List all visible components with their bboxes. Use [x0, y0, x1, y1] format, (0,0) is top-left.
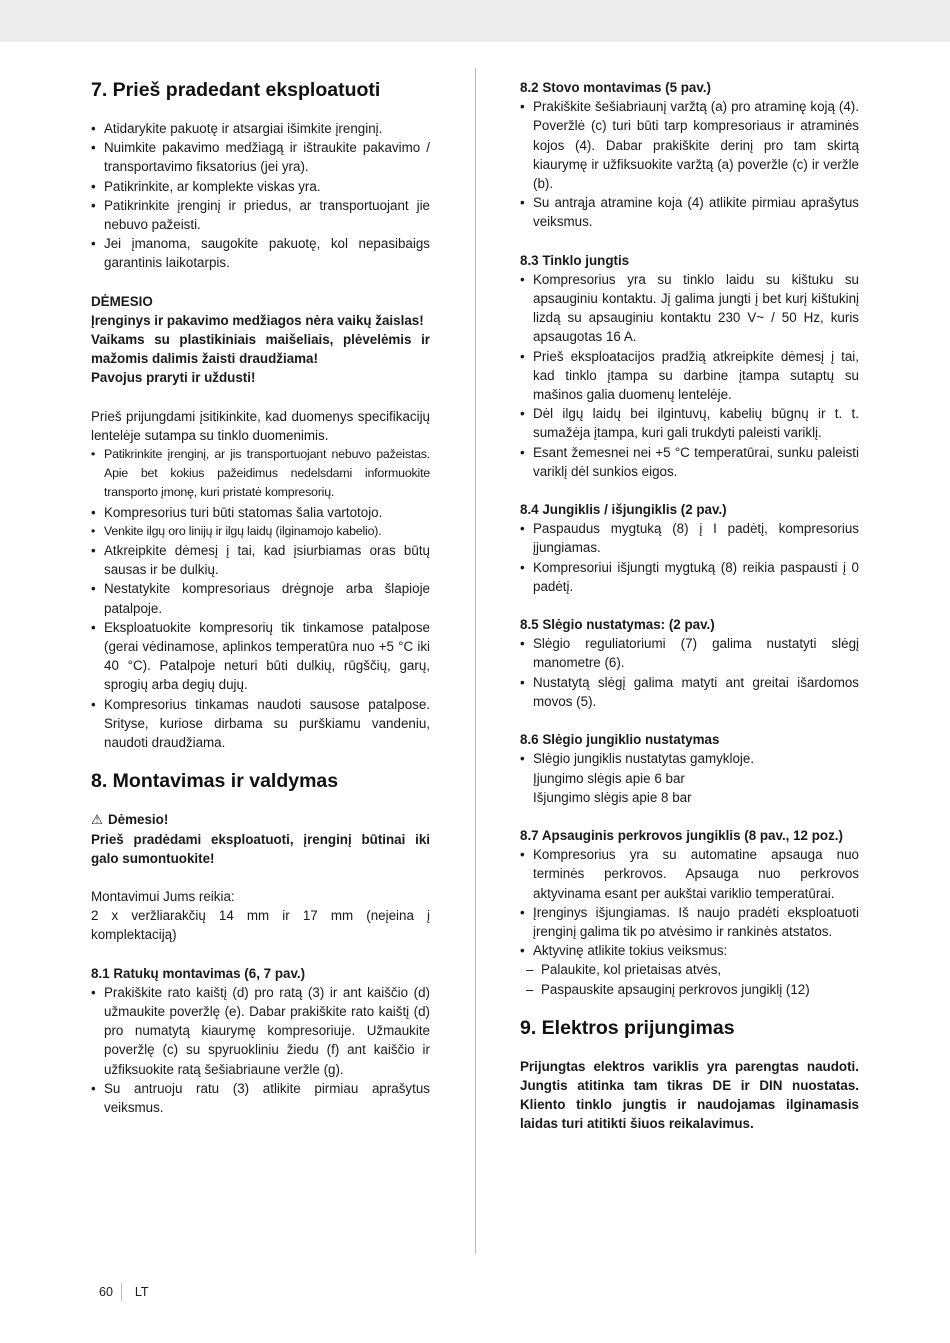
list-item: • Paspaudus mygtuką (8) į I padėtį, kompresorius įjungiamas.: [520, 519, 859, 557]
list-item: • Kompresorius turi būti statomas šalia vartotojo.: [91, 503, 430, 522]
step-item: – Paspauskite apsauginį perkrovos jungiklį (12): [526, 980, 859, 999]
section-8-2-list: [520, 97, 859, 231]
language-code: LT: [134, 1285, 149, 1299]
list-item: • Prieš eksploatacijos pradžią atkreipkite dėmesį į tai, kad tinklo įtampa su darbine įtampa sutaptų su mašinos galia duomenų lentelėje.: [520, 347, 859, 405]
list-item: • Įrenginys išjungiamas. Iš naujo pradėti eksploatuoti įrenginį galima tik po atvėsimo ir rankinės atstatos.: [520, 903, 859, 941]
warning-line: Įrenginys ir pakavimo medžiagos nėra vaikų žaislas!: [91, 312, 424, 328]
top-bar: [0, 0, 950, 42]
list-item: • Kompresorius tinkamas naudoti sausose patalpose. Srityse, kuriose dirbama su purškiamu vandeniu, naudoti draudžiama.: [91, 695, 430, 753]
section-8-1-title: 8.1 Ratukų montavimas (6, 7 pav.): [91, 965, 306, 981]
section-8-warning-text: Prieš pradėdami eksploatuoti, įrenginį būtinai iki galo sumontuokite!: [91, 831, 430, 866]
list-item: • Jei įmanoma, saugokite pakuotę, kol nepasibaigs garantinis laikotarpis.: [91, 234, 430, 272]
section-8-1-list: [91, 983, 430, 1117]
list-item: • Prakiškite rato kaištį (d) pro ratą (3) ir ant kaiščio (d) užmaukite poveržlę (e). Dabar prakiškite rato kaištį (d) pro numatytą kiaurymę kompresoriuje. Užmaukite poveržlę (c) su spyruokliniu žiedu (f) ant kaiščio ir užfiksuokite ratą šešiabriaune veržle (g).: [91, 983, 430, 1079]
list-item: • Eksploatuokite kompresorių tik tinkamose patalpose (gerai vėdinamose, aplinkos temperatūra nuo +5 °C iki 40 °C). Patalpoje neturi būti dulkių, rūgščių, garų, sprogių arba degių dujų.: [91, 618, 430, 695]
warning-label: Dėmesio!: [108, 812, 169, 828]
section-8-6-list: [520, 749, 859, 768]
list-item: • Dėl ilgų laidų bei ilgintuvų, kabelių būgnų ir t. t. sumažėja įtampa, kuri gali trukdyti paleisti variklį.: [520, 404, 859, 442]
step-item: – Palaukite, kol prietaisas atvės,: [526, 960, 859, 979]
connection-intro: Prieš prijungdami įsitikinkite, kad duomenys specifikacijų lentelėje sutampa su tinklo duomenimis.: [91, 408, 430, 443]
pressure-on-line: Įjungimo slėgis apie 6 bar: [533, 770, 685, 786]
list-item: • Slėgio reguliatoriumi (7) galima nustatyti slėgį manometre (6).: [520, 634, 859, 672]
list-item: • Patikrinkite įrenginį, ar jis transportuojant nebuvo pažeistas. Apie bet kokius pažeidimus nedelsdami informuokite transporto įmonę, kuri pristatė kompresorių.: [91, 445, 430, 503]
list-item: • Nuimkite pakavimo medžiagą ir ištraukite pakavimo / transportavimo fiksatorius (jei yra).: [91, 138, 430, 176]
list-item: • Prakiškite šešiabriaunį varžtą (a) pro atraminę koją (4). Poveržlė (c) turi būti tarp kompresoriaus ir atraminės kojos (4). Dabar prakiškite derinį pro tam skirtą kiaurymę ir užfiksuokite varžtą (a) poveržle (c) ir veržle (b).: [520, 97, 859, 193]
list-item: • Atidarykite pakuotę ir atsargiai išimkite įrenginį.: [91, 119, 430, 138]
section-8-title: 8. Montavimas ir valdymas: [91, 770, 339, 793]
right-column: [520, 78, 859, 1134]
list-item: • Su antrąja atramine koja (4) atlikite pirmiau aprašytus veiksmus.: [520, 193, 859, 231]
section-8-5-list: [520, 634, 859, 711]
reset-steps: [520, 960, 859, 998]
section-9-text: Prijungtas elektros variklis yra parengtas naudoti. Jungtis atitinka tam tikras DE ir DIN nuostatas. Kliento tinklo jungtis ir naudojamas ilginamasis laidas turi atitikti šiuos reikalavimus.: [520, 1058, 859, 1132]
column-divider: [475, 68, 476, 1254]
section-8-7-list: [520, 845, 859, 960]
list-item: • Slėgio jungiklis nustatytas gamykloje.: [520, 749, 859, 768]
warning-line: Pavojus praryti ir uždusti!: [91, 370, 256, 386]
list-item: • Nestatykite kompresoriaus drėgnoje arba šlapioje patalpoje.: [91, 579, 430, 617]
list-item: • Kompresoriui išjungti mygtuką (8) reikia paspausti į 0 padėtį.: [520, 558, 859, 596]
tools-list: 2 x veržliarakčių 14 mm ir 17 mm (neįeina į komplektaciją): [91, 908, 430, 943]
section-8-5-title: 8.5 Slėgio nustatymas: (2 pav.): [520, 617, 715, 633]
list-item: • Kompresorius yra su tinklo laidu su kištuku su apsauginiu kontaktu. Jį galima jungti į bet kurį kištukinį lizdą su apsauginiu kontaktu 230 V~ / 50 Hz, kuris apsaugotas 16 A.: [520, 270, 859, 347]
list-item: • Su antruoju ratu (3) atlikite pirmiau aprašytus veiksmus.: [91, 1079, 430, 1117]
warning-triangle-icon: ⚠: [91, 812, 104, 828]
section-7-precautions: [91, 445, 430, 752]
list-item: • Atkreipkite dėmesį į tai, kad įsiurbiamas oras būtų sausas ir be dulkių.: [91, 541, 430, 579]
tools-intro: Montavimui Jums reikia:: [91, 888, 235, 904]
list-item: • Patikrinkite, ar komplekte viskas yra.: [91, 177, 430, 196]
section-7-title: 7. Prieš pradedant eksploatuoti: [91, 79, 381, 101]
list-item: • Patikrinkite įrenginį ir priedus, ar transportuojant jie nebuvo pažeisti.: [91, 196, 430, 234]
list-item: • Aktyvinę atlikite tokius veiksmus:: [520, 941, 859, 960]
section-8-4-list: [520, 519, 859, 596]
section-8-7-title: 8.7 Apsauginis perkrovos jungiklis (8 pav., 12 poz.): [520, 827, 843, 843]
left-column: [91, 78, 430, 1117]
list-item: • Nustatytą slėgį galima matyti ant greitai išardomos movos (5).: [520, 673, 859, 711]
section-9-title: 9. Elektros prijungimas: [520, 1016, 735, 1039]
section-8-4-title: 8.4 Jungiklis / išjungiklis (2 pav.): [520, 502, 727, 518]
list-item: • Kompresorius yra su automatine apsauga nuo terminės perkrovos. Apsauga nuo perkrovos aktyvinama esant per aukštai variklio temperatūrai.: [520, 845, 859, 903]
page-number: 60: [99, 1283, 122, 1301]
warning-title: DĖMESIO: [91, 293, 153, 309]
section-8-6-title: 8.6 Slėgio jungiklio nustatymas: [520, 732, 720, 748]
section-8-3-title: 8.3 Tinklo jungtis: [520, 252, 630, 268]
list-item: • Esant žemesnei nei +5 °C temperatūrai, sunku paleisti variklį dėl sunkios eigos.: [520, 443, 859, 481]
section-7-checklist: [91, 119, 430, 273]
page-footer: [99, 1283, 149, 1301]
section-8-2-title: 8.2 Stovo montavimas (5 pav.): [520, 80, 711, 95]
list-item: • Venkite ilgų oro linijų ir ilgų laidų (ilginamojo kabelio).: [91, 522, 430, 541]
warning-line: Vaikams su plastikiniais maišeliais, plėvelėmis ir mažomis dalimis žaisti draudžiama!: [91, 332, 430, 367]
pressure-off-line: Išjungimo slėgis apie 8 bar: [533, 789, 692, 805]
section-8-warning-title: [91, 810, 430, 829]
section-8-3-list: [520, 270, 859, 481]
